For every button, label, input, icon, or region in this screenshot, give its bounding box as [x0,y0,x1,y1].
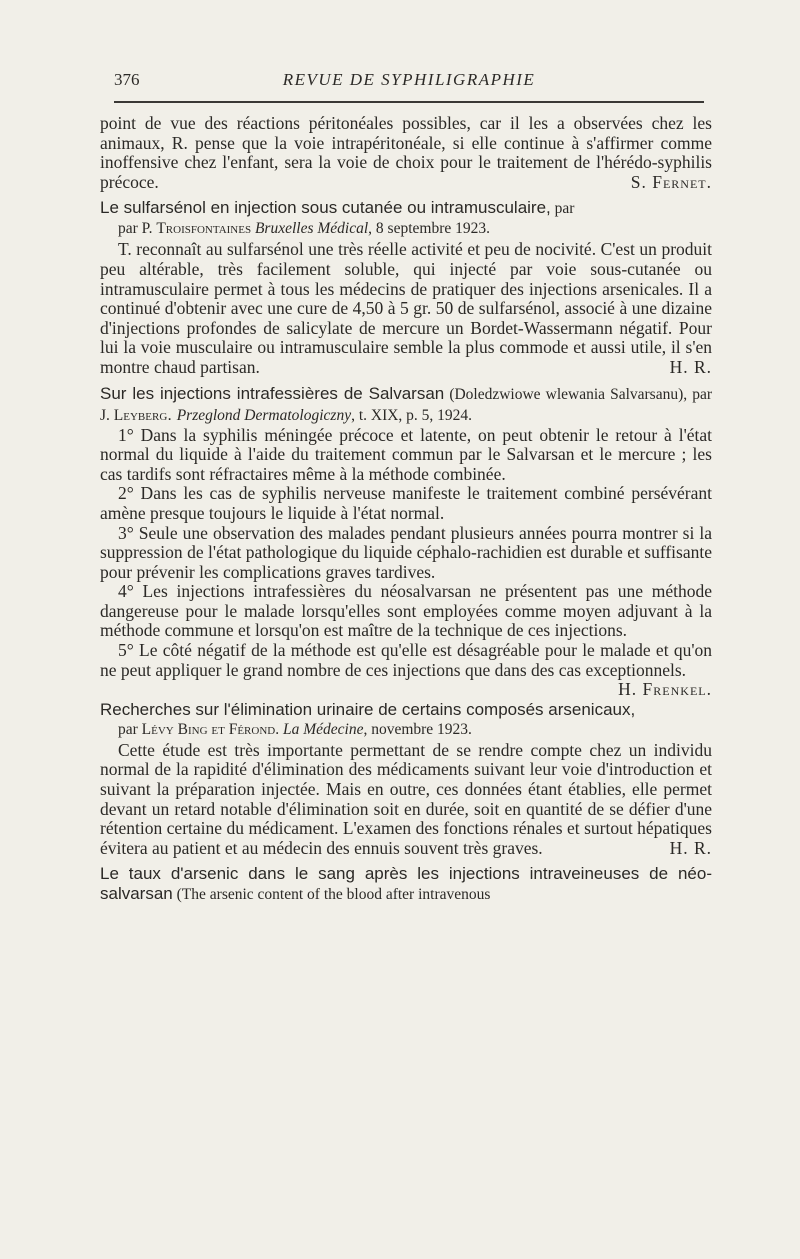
article-title: Le sulfarsénol en injection sous cutanée ou intramusculaire, par [100,198,575,218]
article-continuation [100,114,712,192]
article-title: Recherches sur l'élimination urinaire de certains composés arsenicaux, [100,699,636,719]
journal-title: REVUE DE SYPHILIGRAPHIE [282,70,536,89]
paragraph: 1° Dans la syphilis méningée précoce et latente, on peut obtenir le retour à l'état normal du liquide à l'aide du traitement commun par le Salvarsan et le mercure ; les cas tardifs sont réfractaires même à la méthode combinée. [100,424,712,484]
paragraph: 5° Le côté négatif de la méthode est qu'elle est désagréable pour le malade et qu'on ne peut appliquer le grand nombre de ces injections que dans des cas exceptionnels. H. Frenkel. [100,640,712,700]
signature: H. R. [669,837,712,858]
signature: S. Fernet. [630,171,712,192]
article-sulfarsenol [100,198,712,377]
page-body [100,114,712,905]
article-elimination [100,700,712,859]
paragraph: 4° Les injections intrafessières du néosalvarsan ne présentent pas une méthode dangereuse pour le malade lorsqu'elles sont employées comme moyen adjuvant à la méthode commune et lorsqu'on est maître de la technique de ces injections. [100,581,712,641]
paragraph: T. reconnaît au sulfarsénol une très réelle activité et peu de nocivité. C'est un produit peu altérable, très facilement soluble, qui injecté par voie sous-cutanée ou intramusculaire permet à tous les médecins de pratiquer des injections arsenicales. Il a continué d'obtenir avec une cure de 4,50 à 5 gr. 50 de sulfarsénol, associé à une dizaine d'injections profondes de salicylate de mercure un Bordet-Wassermann négatif. Pour lui la voie musculaire ou intramusculaire semble la plus commode et aussi utile, il s'en montre chaud partisan. H. R. [100,239,712,377]
paragraph: point de vue des réactions péritonéales possibles, car il les a observées chez les animaux, R. pense que la voie intrapéritonéale, si elle continue à s'affirmer comme inoffensive chez l'enfant, sera la voie de choix pour le traitement de l'hérédo-syphilis précoce. S. Fernet. [100,113,712,192]
paragraph: Cette étude est très importante permettant de se rendre compte chez un individu normal de la rapidité d'élimination des médicaments suivant leur voie d'introduction et suivant la préparation injectée. Mais en outre, ces données étant établies, elle permet devant un retard notable d'élimination soit en durée, soit en quantité de se défier d'une rétention certaine du médicament. L'examen des fonctions rénales et surtout hépatiques évitera au patient et au médecin des ennuis souvent très graves. H. R. [100,739,712,858]
article-title: Le taux d'arsenic dans le sang après les injections intraveineuses de néo-salvarsan (The arsenic content of the blood after intravenous [100,864,712,904]
article-salvarsan [100,383,712,700]
running-header [114,70,704,98]
article-title: Sur les injections intrafessières de Salvarsan (Doledzwiowe wlewania Salvarsanu), par J. Leyberg. Przeglond Dermatologiczny, t. XIX, p. 5, 1924. [100,383,712,424]
paragraph: 3° Seule une observation des malades pendant plusieurs années pourra montrer si la suppression de l'état pathologique du liquide céphalo-rachidien est durable et suffisante pour prévenir les complications graves tardives. [100,522,712,582]
article-byline: par P. Troisfontaines Bruxelles Médical, 8 septembre 1923. [118,220,490,238]
header-rule [114,101,704,103]
signature: H. Frenkel. [618,679,712,700]
page-number: 376 [114,70,140,89]
article-arsenic-blood [100,864,712,905]
paragraph: 2° Dans les cas de syphilis nerveuse manifeste le traitement combiné persévérant amène presque toujours le liquide à l'état normal. [100,483,712,523]
signature: H. R. [669,356,712,377]
article-byline: par Lévy Bing et Férond. La Médecine, novembre 1923. [118,720,472,738]
